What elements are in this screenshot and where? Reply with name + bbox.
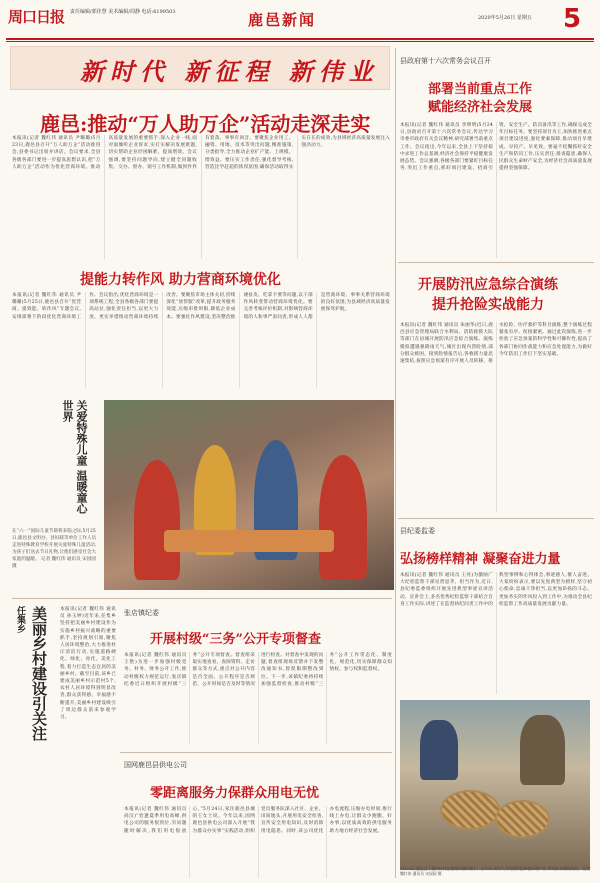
farmer-figure <box>520 715 565 785</box>
children-activity-photo <box>104 400 394 590</box>
child-figure <box>134 460 180 580</box>
lead-body: 本报讯(记者 魏红伟 通讯员 尹璐璐)5月23日,鹿邑县召开“万人助万企”活动推进会,县委书记出席并讲话。会议要求,全县各级各部门要进一步提高思想认识,把“万人助万企”活动作为优化营商环境、推动高质量发展的重要抓手,深入企业一线,面对面倾听企业诉求,实打实解决发展难题,切实帮助企业纾困解难、提质增效。会议强调,要坚持问题导向,建立健全问题收集、交办、督办、销号工作机制,做到件件有着落、事事有回音。要聚焦企业用工、融资、用地、技术等突出问题,精准施策,分类指导,全力推动企业扩产能、上规模、增效益。要压实工作责任,强化督导考核,营造比学赶超的浓厚氛围,确保活动取得实实在在的成效,为县域经济高质量发展注入强劲动力。 <box>12 136 390 170</box>
zhangdian-headline: 开展村级“三务”公开专项督查 <box>150 632 321 647</box>
zhangdian-kicker: 张店镇纪委 <box>124 609 159 617</box>
child-figure <box>319 455 367 580</box>
a1-body: 本报讯(记者 魏红伟 通讯员 李明明)5月24日,县政府召开第十六次常务会议,传达学习市委市政府有关会议精神,研究部署当前重点工作。会议指出,今年以来,全县上下坚持稳中求进工作总基调,经济社会保持平稳健康发展态势。会议强调,各级各部门要紧盯目标任务,突出工作重点,抓好项目建设、招商引资、安全生产、防汛备汛等工作,确保完成全年目标任务。要坚持项目为王,加快推进重点项目建设进度,强化要素保障,推动项目早建成、早投产、早见效。要毫不松懈抓好安全生产和防汛工作,压实责任,排查隐患,确保人民群众生命财产安全,为经济社会高质量发展提供坚强保障。 <box>400 123 592 172</box>
a2-headline-2: 提升抢险实战能力 <box>432 297 544 313</box>
section-separator <box>12 598 392 599</box>
a2-headline-1: 开展防汛应急综合演练 <box>418 277 558 293</box>
table-shape <box>164 530 334 552</box>
left-headline: 美丽乡村建设引关注 <box>30 606 48 741</box>
section-separator <box>398 262 594 263</box>
section-separator <box>120 752 392 753</box>
basket-icon <box>495 800 550 838</box>
issue-date: 2020年5月26日 星期五 <box>478 15 532 21</box>
farmer-figure <box>420 720 458 780</box>
section-separator <box>398 518 594 519</box>
a3-kicker: 县纪委监委 <box>400 527 435 535</box>
lead-subhead: 提能力转作风 助力营商环境优化 <box>80 272 281 288</box>
masthead-rule <box>6 38 594 40</box>
a3-headline: 弘扬榜样精神 凝聚奋进力量 <box>400 552 561 567</box>
a1-headline-1: 部署当前重点工作 <box>428 82 533 97</box>
newspaper-logo: 周口日报 <box>8 8 65 26</box>
zhangdian-body: 本报讯(记者 魏红伟 通讯员 王艳)为进一步加强村级党务、村务、财务公开工作,推动村级权力规范运行,张店镇纪委近日组织开展村级“三务”公开专项督查。督查组采取实地查看、查阅资料、走访群众等方式,重点对公开内容是否全面、公开程序是否规范、公开时间是否及时等情况进行检查。对督查中发现的问题,督查组现场反馈并下发整改通知书,督促限期整改到位。下一步,该镇纪委将持续加强监督检查,推动村级“三务”公开工作常态化、制度化、规范化,切实保障群众知情权、参与权和监督权。 <box>124 653 392 687</box>
feature-vertical-title: 关爱特殊儿童 温暖童心世界 <box>61 400 88 514</box>
farmers-caption: 5月26日,鹿邑县丁楼村村民在整理采摘的蝗子。近年来,该村大力发展特色种植养殖产业,带动群众增收致富。 记者 魏红伟 通讯员 宋园园 摄 <box>400 866 591 876</box>
section-title: 鹿邑新闻 <box>248 11 317 29</box>
a1-kicker: 县政府第十六次常务会议召开 <box>400 57 491 65</box>
power-headline: 零距离服务力保群众用电无忧 <box>150 786 320 801</box>
masthead-info: 责任编辑/郭佳慧 美术编辑/周静 电话:6199503 <box>70 9 176 15</box>
left-body: 本报讯(记者 魏红伟 通讯员 孙玉婷)近年来,任集乡坚持把美丽乡村建设作为实施乡村振兴战略的重要抓手,坚持规划引领,聚焦人居环境整治,大力推进村庄清洁行动,实施道路硬化、绿化、亮化、美化工程,着力打造生态宜居的美丽乡村。截至目前,该乡已建成美丽乡村示范村5个,农村人居环境得到明显改善,群众获得感、幸福感不断提升,美丽乡村建设吸引了周边群众前来参观学习。 <box>60 607 116 721</box>
column-divider <box>395 48 396 878</box>
farmers-photo <box>400 700 590 870</box>
masthead-rule-thin <box>6 41 594 42</box>
power-body: 本报讯(记者 魏红伟 通讯员 尚汉)“恰逢夏季用电高峰,供电公司的服务很到位,有问题随时解决,我们用电很放心。”5月24日,家住鹿邑县城的王女士说。今年以来,国网鹿邑县供电公司深入开展“我为群众办实事”实践活动,组织党员服务队深入社区、企业、田间地头,开展用电安全检查,宣传安全用电知识,及时消除用电隐患。同时,该公司优化办电流程,压缩办电时间,推行线上办电,让群众少跑腿、好办事,以优质高效的供电服务助力地方经济社会发展。 <box>124 807 392 834</box>
lead-headline: 鹿邑:推动“万人助万企”活动走深走实 <box>40 112 371 136</box>
slogan-text: 新时代 新征程 新伟业 <box>80 57 379 86</box>
feature-caption: 在“六一”国际儿童节即将来临之际,5月25日,鹿邑县文明办、县妇联等单位工作人员走进特殊教育学校开展关爱特殊儿童活动,为孩子们送去节日礼物,让他们感受社会大家庭的温暖。 记者 魏红伟 通讯员 宋园园 摄 <box>12 529 97 569</box>
a3-body: 本报讯(记者 魏红伟 通讯员 王亮)为激励广大纪检监察干部见贤思齐、担当作为,近日,县纪委监委组织开展先进典型事迹宣讲活动。宣讲会上,多名优秀纪检监察干部结合自身工作实际,讲述了在监督执纪问责工作中的典型事例和心得体会,事迹感人,催人奋进。大家纷纷表示,要以先进典型为榜样,坚守初心使命,忠诚干净担当,以更加昂扬的斗志、更加务实的作风投入到工作中,为推动全县纪检监察工作高质量发展贡献力量。 <box>400 573 592 607</box>
left-kicker: 任集乡 <box>15 606 25 633</box>
lead-body-2: 本报讯(记者 魏红伟 通讯员 尹璐璐)5月25日,鹿邑县召开“优营商、提效能、转作风”专题会议,安排部署下阶段优化营商环境工作。会议指出,优化营商环境是一项系统工程,全县各级各部门要提高站位,强化责任担当,以更大力度、更实举措推动营商环境持续改善。要聚焦市场主体关切,持续深化“放管服”改革,提升政务服务效能,压缩审批时限,降低企业成本。要强化作风建设,坚决整治推诿扯皮、吃拿卡要等问题,以干部作风转变带动营商环境优化。要完善考核评价机制,对影响营商环境的人和事严肃问责,形成人人都是营商环境、事事关系营商环境的良好氛围,为县域经济高质量发展保驾护航。 <box>12 293 390 320</box>
basket-icon <box>440 790 500 830</box>
a2-body: 本报讯(记者 魏红伟 通讯员 朱丽华)近日,鹿邑县应急管理局联合水利局、消防救援大队等部门在县城开展防汛应急综合演练。演练模拟遭遇强降雨天气,城区出现内涝险情,部分群众被困。接到险情报告后,各救援力量迅速集结,按照应急预案有序开展人员转移、排水抢险、医疗救护等科目演练,整个演练过程紧张有序、衔接紧密。通过此次演练,进一步检验了应急预案的科学性和可操作性,提高了各部门协同作战能力和应急处置能力,为做好今年防汛工作打下坚实基础。 <box>400 323 592 365</box>
page-number: 5 <box>563 4 582 34</box>
a1-headline-2: 赋能经济社会发展 <box>428 100 533 115</box>
power-kicker: 国网鹿邑县供电公司 <box>124 761 187 769</box>
